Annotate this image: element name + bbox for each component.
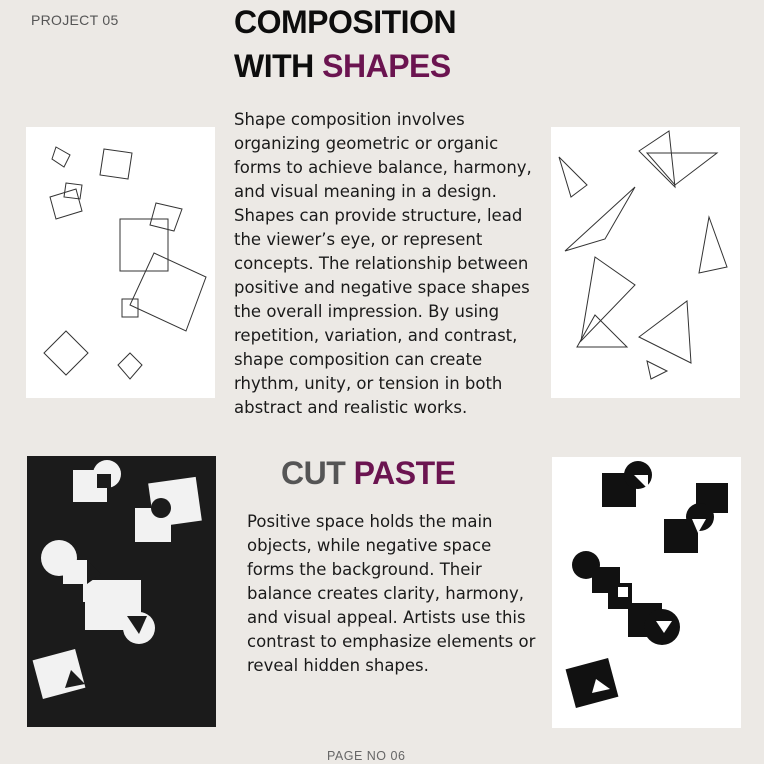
image-triangles-sketch — [551, 127, 740, 398]
section2-body: Positive space holds the main objects, while negative space forms the background. Their balance creates clarity, harmony, and visual appeal. Artists use this contrast to emphasize elements or reveal hidden shapes. — [247, 512, 536, 675]
title-line-1: COMPOSITION — [234, 4, 457, 40]
title-accent-word: SHAPES — [322, 48, 451, 84]
section2-title-prefix: CUT — [281, 455, 354, 491]
image-cutpaste-black — [27, 456, 216, 727]
project-label: PROJECT 05 — [31, 12, 119, 28]
section1-body: Shape composition involves organizing geometric or organic forms to achieve balance, harmony, and visual meaning in a design. Shapes can provide structure, lead the viewer’s eye, or represent concepts. The relationship between positive and negative space shapes the overall impression. By using repetition, variation, and contrast, shape composition can create rhythm, unity, or tension in both abstract and realistic works. — [234, 110, 532, 417]
title-line-2 — [234, 44, 456, 88]
section2-title-accent: PASTE — [353, 455, 456, 491]
page-title — [234, 0, 456, 88]
page-number: PAGE NO 06 — [327, 749, 406, 763]
title-line-2-prefix: WITH — [234, 48, 323, 84]
image-squares-sketch — [26, 127, 215, 398]
image-cutpaste-white — [552, 457, 741, 728]
section2-title — [281, 453, 455, 493]
